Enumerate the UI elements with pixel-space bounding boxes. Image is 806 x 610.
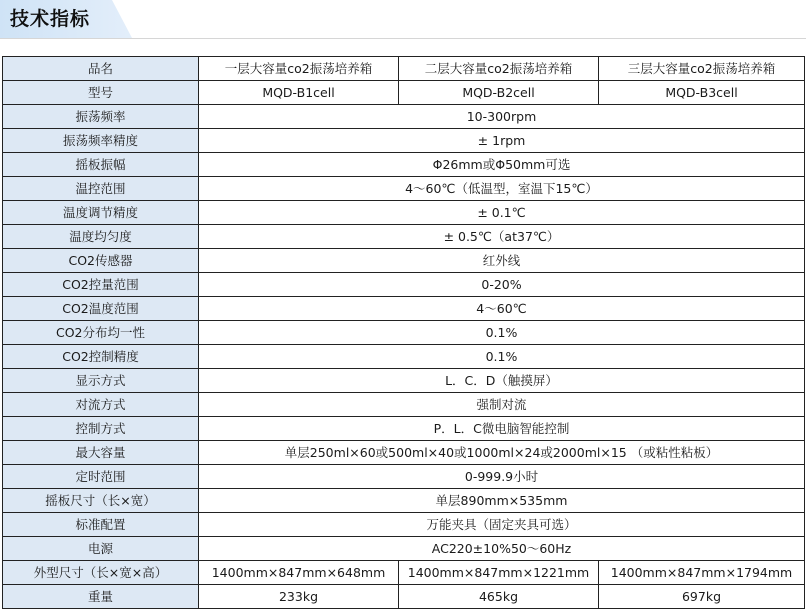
table-row [3,585,805,609]
table-row [3,225,805,249]
row-value: 465kg [399,585,599,609]
table-row [3,345,805,369]
row-value: 单层250ml×60或500ml×40或1000ml×24或2000ml×15 （或粘性粘板） [199,441,805,465]
table-row [3,105,805,129]
row-value: 0.1% [199,345,805,369]
row-label: 温控范围 [3,177,199,201]
row-label: 摇板振幅 [3,153,199,177]
row-value: 0-20% [199,273,805,297]
table-row [3,273,805,297]
row-label: 振荡频率 [3,105,199,129]
row-value: ± 0.5℃（at37℃） [199,225,805,249]
row-label: 对流方式 [3,393,199,417]
table-row [3,249,805,273]
row-value: 0-999.9小时 [199,465,805,489]
row-value: 233kg [199,585,399,609]
row-label: 振荡频率精度 [3,129,199,153]
table-row [3,489,805,513]
row-value: 10-300rpm [199,105,805,129]
table-row [3,57,805,81]
table-row [3,177,805,201]
row-value: 4～60℃ [199,297,805,321]
row-value: P．L．C微电脑智能控制 [199,417,805,441]
row-label: 重量 [3,585,199,609]
table-row [3,369,805,393]
table-row [3,561,805,585]
row-value: MQD-B2cell [399,81,599,105]
row-value: 1400mm×847mm×648mm [199,561,399,585]
row-value: 4～60℃（低温型，室温下15℃） [199,177,805,201]
row-value: 0.1% [199,321,805,345]
table-row [3,441,805,465]
table-row [3,537,805,561]
page-title: 技术指标 [10,8,91,30]
row-label: 标准配置 [3,513,199,537]
table-row [3,321,805,345]
table-row [3,393,805,417]
row-label: CO2控量范围 [3,273,199,297]
row-value: 万能夹具（固定夹具可选） [199,513,805,537]
row-label: 温度均匀度 [3,225,199,249]
row-value: 1400mm×847mm×1794mm [599,561,805,585]
row-value: 单层890mm×535mm [199,489,805,513]
table-row [3,201,805,225]
row-value: Φ26mm或Φ50mm可选 [199,153,805,177]
row-label: 最大容量 [3,441,199,465]
row-label: 温度调节精度 [3,201,199,225]
row-value: AC220±10%50～60Hz [199,537,805,561]
row-value: ± 1rpm [199,129,805,153]
row-value: 红外线 [199,249,805,273]
row-value: 697kg [599,585,805,609]
table-row [3,81,805,105]
header-divider [0,38,806,39]
row-label: 电源 [3,537,199,561]
row-value: L．C．D（触摸屏） [199,369,805,393]
row-label: 控制方式 [3,417,199,441]
section-header [0,0,806,48]
row-label: CO2分布均一性 [3,321,199,345]
row-label: 外型尺寸（长×宽×高） [3,561,199,585]
row-value: 三层大容量co2振荡培养箱 [599,57,805,81]
row-label: CO2温度范围 [3,297,199,321]
row-label: 摇板尺寸（长×宽） [3,489,199,513]
row-value: ± 0.1℃ [199,201,805,225]
row-value: 二层大容量co2振荡培养箱 [399,57,599,81]
table-row [3,417,805,441]
table-row [3,153,805,177]
row-label: 型号 [3,81,199,105]
row-label: 定时范围 [3,465,199,489]
row-label: 品名 [3,57,199,81]
row-label: CO2控制精度 [3,345,199,369]
row-label: 显示方式 [3,369,199,393]
row-value: 1400mm×847mm×1221mm [399,561,599,585]
spec-table [2,56,805,609]
table-row [3,129,805,153]
table-row [3,465,805,489]
row-value: 一层大容量co2振荡培养箱 [199,57,399,81]
table-row [3,297,805,321]
row-value: MQD-B1cell [199,81,399,105]
row-label: CO2传感器 [3,249,199,273]
row-value: 强制对流 [199,393,805,417]
table-row [3,513,805,537]
spec-table-body [3,57,805,609]
row-value: MQD-B3cell [599,81,805,105]
